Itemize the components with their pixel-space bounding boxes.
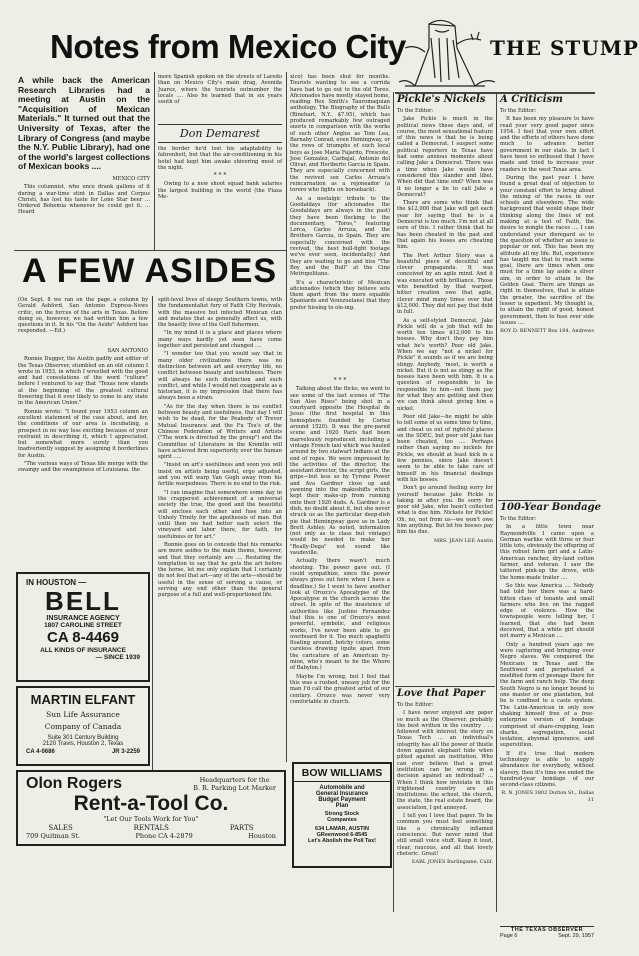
bondage-letter: To the Editor: In a little town near Raymondville I came upon a German warlike with three or four little tots, obviously the offspring of this robust farm girl and a Latin-American rancher, dry-land cotton farmer, and veteran. I saw the tattered pink-up the drove, with the home-made trailer .... So this was America .... Nobody had told her there was a hard-bitten class of tenants and small farmers who live on the ragged edge of violence. How the townspeople were telling her, I learned, that she had been deceived, that a white girl should not marry a Mexican .... Only a hundred years ago we were capturing and bringing over Negro slaves. We conquered the Mexicans in Texas and the Southwest and perpetuated a modified form of peonage there for the farm and ranch help. The deep South Negro is no longer bound to one master or one plantation, but he is confined to a caste system. The Latin-American in only now shaking himself free of a free-enterprise version of bondage comprised of share-cropping, loan sharks, segregation, social isolation, abysmal ignorance, and superstition. If it's true that modern technology is able to supply abundance for everybody, without slavery, then it's time we ended the hundred-year bondage of our second-class citizens. R. N. JONES 3802 Dutton St., Dallas 11	[500, 516, 594, 803]
mexico-intro: A while back the American Research Libraries had a meeting at Austin on the "Acquisition of Mexican Materials." It turned out that the University of Texas, after the Library of Congress (and maybe the N.Y. Public Library), had one of the world's largest collections of Mexican books ....	[18, 75, 150, 172]
pickle-letter: To the Editor: Jake Pickle is much in the political news these days and, of course, the most sensational feature of this news is that he is being called a Democrat. I suspect some political reporters in Texas have had some anxious moments about calling Jake a Democrat. There was a time when Jake would have considered this slander and libel. When did that time end? When was it no longer a lie to call Jake a Democrat? There are some who think that the $12,000 that Jake will get each year for saying that he is a Democrat is too much. I'm not at all sure of this. I rather think that he has been cheated in the past and that again his losses are cheating him. The Port Arthur Story was a beautiful piece of deceitful and clever propaganda. It was conceived by an agile mind. And it was executed with brilliance. Those who benefited by that warped, bitter creation owe that agile, clever mind many times over that $12,000. They did not pay that debt in full. As a self-styled Democrat, Jake Pickle will do a job that will be worth ten times $12,000 to his bosses. Why don't they pay him what he's worth? Poor old Jake. When we say "not a nickel for Pickle" it sounds as if we are being stingy. Anybody, 'most, is worth a nickel. But it is not as stingy as the bosses have been with him. It is a question of responsible to be responsible to him—not them pay for what they are getting and then we can think about giving him a nickel. Poor old Jake—he might be able to tell some of us some time to time, and cheat us out of right-ful places on the SDEC, but poor old Jake has been cheated, too .... Perhaps rather than saying no nickels for Pickle, we should at least kick in a few pennies, since Jake doesn't seem to be able to take care of himself in his financial dealings with his bosses. Don't go around feeling sorry for yourself because Jake Pickle is taking in after you. Be sorry for poor old Jake, who hasn't collected what is due him. Nickels for Pickle! Oh, no, not from us—we won't owe him anything. But let his bosses pay him his due. MRS. JEAN LEE Austin	[397, 108, 493, 544]
bell-insurance-ad: IN HOUSTON — BELL INSURANCE AGENCY 1807 CAROLINE STREET CA 8-4469 ALL KINDS OF INSURANCE — SINCE 1939	[16, 572, 150, 682]
olon-name: Olon Rogers	[26, 775, 123, 792]
mexico-col-2: more Spanish spoken on the streets of Laredo than on Mexico City's main drag, Avenida Juarez, where the tourists outnumber the locals .... Also he learned that in six years south of	[158, 74, 282, 106]
criticism-title: A Criticism	[500, 94, 563, 105]
footer-paper: THE TEXAS OBSERVER	[510, 927, 584, 933]
martin-elfant-ad: MARTIN ELFANT Sun Life Assurance Company of Canada Suite 301 Century Building 2120 Travis, Houston 2, Texas CA 4-0686 JR 3-2259	[16, 686, 150, 766]
footer-page: Page 6	[500, 933, 518, 939]
mexico-col-1: MEXICO CITY This columnist, who once drank gallons of it during a war-time stint in Dallas and Corpus Christi, has lost his taste for Lone Star beer ... Ordered Bohemia whenever he could get it. ... Heard	[18, 176, 150, 216]
martin-phone-2: JR 3-2259	[111, 749, 140, 755]
martin-phone-1: CA 4-0686	[26, 749, 55, 755]
olon-rogers-ad: Olon Rogers Headquarters for the B. R. Parking Lot Marker Rent-a-Tool Co. "Let Our Tools Work for You" SALES RENTALS PARTS 709 Quitman St. Phone CA 4-2879 Houston	[16, 770, 286, 846]
lovethat-title: Love that Paper	[397, 688, 486, 699]
asides-col-1: SAN ANTONIO Ronnie Dugger, the Austin gadfly and editor of the Texas Observer, stumbled on an old column I wrote in 1953, in which I wrestled with the good and bad consolations of the word "culture" before I ventured to say that "Texas now stands at the beginning of the greatest cultural flowering that it ever likely to come to any state in the American Union." Ronnie wrote: "I found your 1953 column an excellent statement of the case about, and for, the conditions of our area is incubating, a prospect in no way less exciting because of your restraint in describing it, which I appreciated, but somewhat more surely than you inadvertently suggest by assigning it borderlines for Austin. "The various ways of Texas life merge with the swampy and the swampiness of Louisiana. the	[18, 348, 148, 474]
lovethat-letter: To the Editor: I have never enjoyed any paper so much as the Observer, probably the best written in the country . . . followed with interest the story on Texas Tech ... an individual's integrity has all the power of thistle down against elephant hide when pitted against an institution. Who can ever believe that a great institution can be wrong in a decision against an individual? ... When I think how inviolate in this frightened country are all institutions: the school, the church, the state, the real estate board, the association, I get annoyed. I tell you I love that paper. To be common you must feel something like a chronically inflamed conscience. But never mind that still small voice stuff. Keep it loud, clear, raucous, and all that lovely rhetoric. Great! EARL JONES Burlingame, Calif.	[397, 702, 493, 866]
page-title: Notes from Mexico City	[50, 28, 406, 65]
mexico-col-2b: the border he'd lost his adaptability to fahrenheit, but that the air-conditioning in his hotel had kept him awake shivering most of the night. * * * Owing to a new shoot squad bank salaries the largest building in the world (the Plaza Me-	[158, 146, 282, 201]
footer	[500, 926, 594, 939]
stump-title: THE STUMP	[490, 36, 639, 60]
pickle-title: Pickle's Nickels	[397, 94, 486, 105]
bondage-title: 100-Year Bondage	[500, 502, 602, 513]
mexico-col-3: xico) has been shut for months. Tourists wanting to see a corrida have had to go out to the old Toreo. Aficionados have mostly stayed home, reading Rex Smith's Tauromaquian anthology, The Biography of the Bulls (Rinehart, N.Y., $7.95), which has produced remarkably few outraged snorts in comparison with the works of such other Anglos as Tom Lea, Barnaby Conrad, even Hemingway, or the rows of triumphs of such local boys as Jose Maria Fajardo, Frescote, Jose Gonzalez, Carbajal, Antonio del Olivar, and Heriberto Garcia in Spain. They are especially concerned with the revived sex Carlos Arruza's reincarnation as a rejoneador (a torero who fights on horseback). As a nostalgic tribute to the Goodaldays (for aficionados the Goodaldays are always in the past) they have been flocking to the documentary, "Toros," featuring Lorca, Carlos Arruza, and the Brothers Garcia, in Spain. They are especially concerned with the revived, the best bull-fight footage we've ever seen, incidentally.) And they are waiting to go and hiss "The Boy and the Bull" at the Cine Metropolitano. It's a characteristic of Mexican aficionados (which they believe sets them apart from the more equable Spaniards and Venezuelans) that they prefer hissing to ole-ing.	[290, 74, 391, 311]
asides-title: A FEW ASIDES	[22, 252, 278, 290]
bow-williams-ad: BOW WILLIAMS Automobile and General Insurance Budget Payment Plan Strong Stock Companies 634 LAMAR, AUSTIN GReenwood 6-8545 Let's Abolish the Poll Tax!	[292, 762, 392, 868]
criticism-letter: To the Editor: It has been my pleasure to have read your very good paper since 1954. I feel that your own effort and the efforts of others have done much to advance better government in our state. In fact I have been so enthused that I have made and tried to increase your readers in the west Texas area. During the past year I have found a great deal of objection to your constant effort to bring about the mixing of the races in our schools and elsewhere. The wide background that would shape their thinking along the lines of not making at a test of Faith, the desire to mingle the races .... I can understand your disregard as to the question of whether an issue is popular or not. This has been my attitude all my life. But, experience has taught me that to reach some goal, there are times when one must for a time lay aside a sliver aim, in order to attain to the Golden Goal. There are things as right in themselves, that is attain the greater, the sacrifice of the lesser is expedient. My thought is, to attain the right of good, honest government, then to fuse over side issues .... ROY D. BENNETT Box 164, Andrews	[500, 108, 594, 335]
asides-col-2: spilt-level lives of sleepy Southern towns, with the fundamentalist fury of Faith City Revivals, with the massive but infected Mexican clan and mutates that as generally affect us, with the beastly lives of the Gulf fishermen. "In my mind it is a place and places where many ways hardly yet seen have come together and persisted and changed .... "I wonder too that you would say that in many older civilizations there was no distinction between art and everyday life, no conflict between beauty and usefulness. There will always be such distinction and such conflict, and while I would not exaggerate as a historian, it is my impression that there has always been a strain. "As for the day when there is no conflict between beauty and usefulness, that day I will wish to be dead, for the Peabody of Trevor Mutual Insurance and the Fu Tsu's of the Chinese Federation of Writers and Artists ("The work is directed by the group") and the Committee of Literature in the Kremlin will have achieved firm superiority over the human spirit ..... "Insist on art's usefulness and soon you will insist on artists being useful, ergo adjusted, and you will warp Van Gogh away from his fertile warpedness. There is no end to the risk. "I can imagine that somewhere some day in the crapperest achievement of a universal society the true, the good and the beautiful will enclose each other and fuse into an Unholy Trinity for the apotheosis of man. But until then we had better each select the vineyard and labor there, for faith, for usefulness or for art." Ronnie goes on to concede that his remarks are more asides to the main theme, however, and that they certainly are .... Restating the temptation to say that he gets the art before the horse, let me only explain that I certainly do not feel that art—any of the arts—should be useful in the sense of serving a cause, or serving any end other than the general purpose of a full and well-proportioned life.	[158, 297, 282, 599]
byline: Don Demarest	[158, 124, 282, 143]
mexico-col-4: * * * Talking about the flicks, we went to see some of the last scenes of "The Sun Also Rises" being shot in a courtyard opposite the Hospital de Jesus (the first hospital in this hemisphere founded by Cortez around 1520). It was the pre-pared scene and 1920 Paris had been marvelously reproduced, including a vintage French taxi which was hauled around by two stalwart Indians at the end of ropes. We were impressed by the activities of the director, the assistant director, the script girls, the grips—but less so by Tyrone Power and Ava Gardner close up and yawning into the makeshifts which kept their make-up from running onto their 1920 duds. A. Gardner is a dish, no doubt about it, but she never struck us as the particular deep-dish pie that Hemingway gave us in Lady Brett Ashley. As noted, information (not only as to class but vintage) would be needed to make her "Really-Dega" not sound like vaudeville. Actually there wasn't much shooting. The power gave out. (I could sympathize, since the power always gives out here when I have a deadline.) So I went to have another look at Orozco's Apocalypse of the Apocalypse in the church across the street. In spite of the insistence of authorities like Justino Fernandez that this is one of Orozco's most powerful, symbolic, and religious works, I've never been able to go overboard for it. Too much spaghetti floating around, botchy colors, some careless drawing (quite apart from the caricature of an American by-mine, who's meant to be the Whore of Babylon.) Maybe I'm wrong, but I feel that this was a rushed, uneasy job for the man I'd call the greatest artist of our century. Orozco was never very comfortable in church.	[290, 377, 390, 705]
asides-intro: (On Sept. 8 we ran on the page a column by Gerald Ashford, San Antonio Express-News critic, on the forces of the arts in Texas. Before doing so, however, we had written him a few questions in it. In his "On the Aside" Ashford has responded. —Ed.)	[18, 297, 148, 335]
footer-date: Sept. 29, 1957	[558, 933, 594, 939]
